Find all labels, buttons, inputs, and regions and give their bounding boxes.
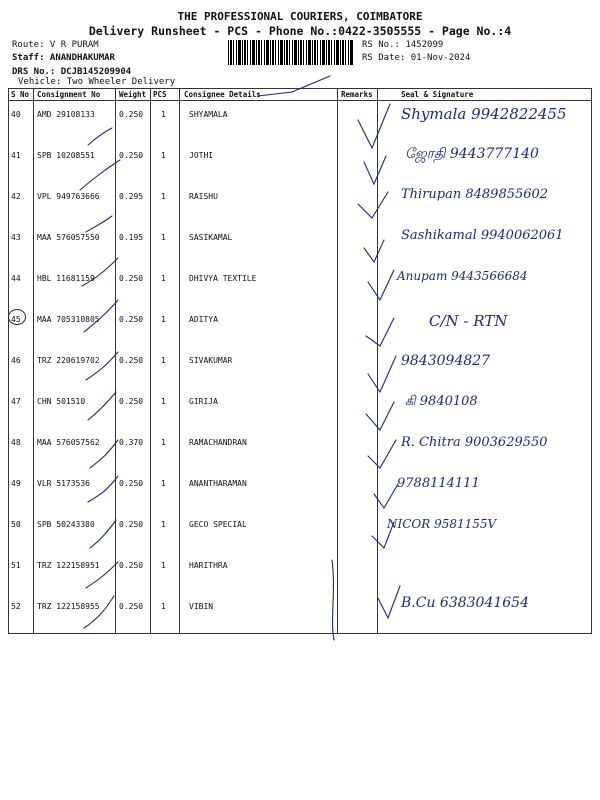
table-row <box>9 183 591 224</box>
company-name: THE PROFESSIONAL COURIERS, COIMBATORE <box>177 10 423 23</box>
row-consignee: GECO SPECIAL <box>189 520 247 529</box>
row-consignee: SASIKAMAL <box>189 233 233 242</box>
row-signature: 9843094827 <box>401 353 491 369</box>
col-seal: Seal & Signature <box>401 90 474 99</box>
row-signature: Thirupan 8489855602 <box>401 187 549 202</box>
table-row <box>9 552 591 593</box>
table-header <box>9 89 591 101</box>
row-sno: 52 <box>11 602 21 611</box>
row-signature: NICOR 9581155V <box>387 517 497 531</box>
row-consignee: RAISHU <box>189 192 218 201</box>
row-sno: 42 <box>11 192 21 201</box>
row-sno: 50 <box>11 520 21 529</box>
column-divider <box>150 89 151 633</box>
row-consignee: HARITHRA <box>189 561 228 570</box>
col-sno: S No <box>11 90 30 99</box>
table-row <box>9 142 591 183</box>
rs-date: RS Date: 01-Nov-2024 <box>362 53 471 63</box>
row-consignment-no: TRZ 122158955 <box>37 602 100 611</box>
row-consignee: JOTHI <box>189 151 214 160</box>
row-weight: 0.250 <box>119 602 144 611</box>
row-weight: 0.250 <box>119 151 144 160</box>
row-consignment-no: VLR 5173536 <box>37 479 90 488</box>
row-consignee: ANANTHARAMAN <box>189 479 247 488</box>
table-row <box>9 511 591 552</box>
row-signature: கி 9840108 <box>405 394 478 409</box>
row-weight: 0.250 <box>119 479 144 488</box>
row-sno: 51 <box>11 561 21 570</box>
row-weight: 0.250 <box>119 315 144 324</box>
row-consignment-no: CHN 501510 <box>37 397 86 406</box>
row-pcs: 1 <box>161 356 166 365</box>
row-pcs: 1 <box>161 520 166 529</box>
row-sno: 45 <box>11 315 21 324</box>
table-row <box>9 470 591 511</box>
col-weight: Weight <box>119 90 147 99</box>
row-consignment-no: SPB 10208551 <box>37 151 95 160</box>
col-pcs: PCS <box>153 90 167 99</box>
row-signature: Sashikamal 9940062061 <box>401 228 564 243</box>
row-consignee: SHYAMALA <box>189 110 228 119</box>
drs-number: DRS No.: DCJB145209904 <box>12 67 132 77</box>
row-sno: 49 <box>11 479 21 488</box>
row-sno: 46 <box>11 356 21 365</box>
row-pcs: 1 <box>161 315 166 324</box>
col-remarks: Remarks <box>341 90 373 99</box>
staff-label: Staff: ANANDHAKUMAR <box>12 53 115 63</box>
table-row <box>9 388 591 429</box>
row-pcs: 1 <box>161 397 166 406</box>
table-row <box>9 306 591 347</box>
row-pcs: 1 <box>161 110 166 119</box>
row-weight: 0.250 <box>119 274 144 283</box>
row-consignment-no: MAA 576057550 <box>37 233 100 242</box>
col-consignee: Consignee Details <box>184 90 261 99</box>
row-consignee: SIVAKUMAR <box>189 356 233 365</box>
rs-number: RS No.: 1452099 <box>362 40 444 50</box>
row-signature: ஜோதி 9443777140 <box>405 146 539 162</box>
row-consignment-no: MAA 576057562 <box>37 438 100 447</box>
barcode-image <box>228 40 354 65</box>
row-weight: 0.250 <box>119 356 144 365</box>
runsheet-title: Delivery Runsheet - PCS - Phone No.:0422-3505555 - Page No.:4 <box>88 24 512 38</box>
row-sno: 43 <box>11 233 21 242</box>
row-pcs: 1 <box>161 438 166 447</box>
row-consignment-no: SPB 50243380 <box>37 520 95 529</box>
row-weight: 0.250 <box>119 561 144 570</box>
row-consignee: DHIVYA TEXTILE <box>189 274 257 283</box>
column-divider <box>115 89 116 633</box>
row-sno: 40 <box>11 110 21 119</box>
row-pcs: 1 <box>161 274 166 283</box>
column-divider <box>33 89 34 633</box>
column-divider <box>377 89 378 633</box>
table-row <box>9 265 591 306</box>
row-weight: 0.195 <box>119 233 144 242</box>
row-sno: 41 <box>11 151 21 160</box>
row-signature: 9788114111 <box>397 476 480 491</box>
table-row <box>9 224 591 265</box>
row-consignment-no: VPL 949763666 <box>37 192 100 201</box>
runsheet-table <box>8 88 592 634</box>
row-pcs: 1 <box>161 192 166 201</box>
row-pcs: 1 <box>161 479 166 488</box>
row-signature: C/N - RTN <box>429 312 508 330</box>
row-consignee: RAMACHANDRAN <box>189 438 247 447</box>
row-consignment-no: AMD 29108133 <box>37 110 95 119</box>
row-signature: Shymala 9942822455 <box>401 105 567 123</box>
column-divider <box>179 89 180 633</box>
row-consignee: GIRIJA <box>189 397 218 406</box>
vehicle-label: Vehicle: Two Wheeler Delivery <box>18 77 176 87</box>
row-sno: 47 <box>11 397 21 406</box>
row-consignment-no: TRZ 220619702 <box>37 356 100 365</box>
row-sno: 44 <box>11 274 21 283</box>
row-sno: 48 <box>11 438 21 447</box>
row-weight: 0.370 <box>119 438 144 447</box>
table-row <box>9 593 591 634</box>
table-row <box>9 101 591 142</box>
row-weight: 0.250 <box>119 397 144 406</box>
row-consignee: VIBIN <box>189 602 214 611</box>
route-label: Route: V R PURAM <box>12 40 99 50</box>
row-pcs: 1 <box>161 151 166 160</box>
table-row <box>9 429 591 470</box>
row-consignment-no: HBL 11681159 <box>37 274 95 283</box>
table-row <box>9 347 591 388</box>
sno-circle-mark <box>8 309 26 325</box>
row-pcs: 1 <box>161 561 166 570</box>
row-weight: 0.250 <box>119 110 144 119</box>
row-consignment-no: TRZ 122158951 <box>37 561 100 570</box>
col-consignment: Consignment No <box>37 90 101 99</box>
row-signature: Anupam 9443566684 <box>397 269 528 283</box>
row-consignment-no: MAA 705310805 <box>37 315 100 324</box>
row-consignee: ADITYA <box>189 315 218 324</box>
row-weight: 0.250 <box>119 520 144 529</box>
column-divider <box>337 89 338 633</box>
row-pcs: 1 <box>161 602 166 611</box>
row-weight: 0.295 <box>119 192 144 201</box>
row-signature: B.Cu 6383041654 <box>401 595 529 611</box>
row-signature: R. Chitra 9003629550 <box>401 435 548 450</box>
row-pcs: 1 <box>161 233 166 242</box>
